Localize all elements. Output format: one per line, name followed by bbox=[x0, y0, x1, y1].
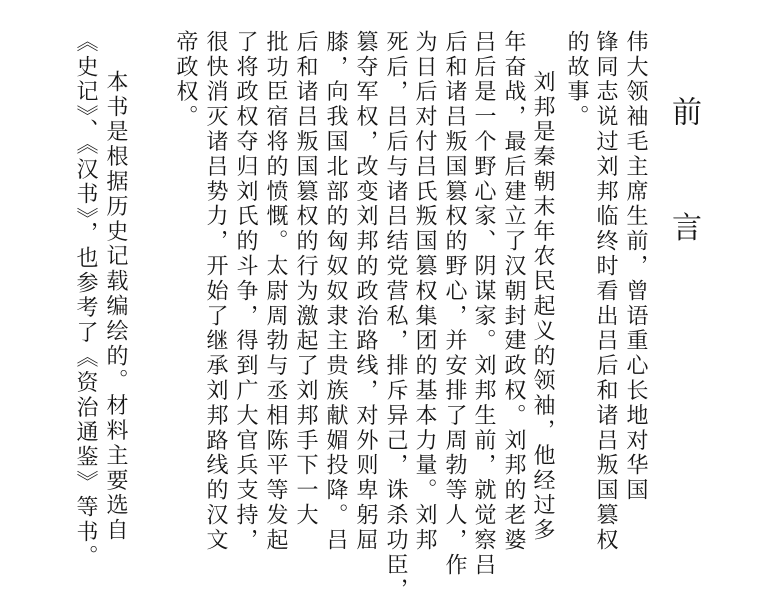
text-column-8: 为日后对付吕氏叛国篡权集团的基本力量。刘邦 bbox=[412, 30, 437, 553]
page-title: 前 言 bbox=[666, 96, 701, 280]
text-column-13: 批功臣宿将的愤慨。太尉周勃与丞相陈平等发起 bbox=[263, 30, 288, 553]
text-column-1: 伟大领袖毛主席生前，曾语重心长地对华国 bbox=[623, 30, 648, 504]
text-column-15: 很快消灭诸吕势力，开始了继承刘邦路线的汉文 bbox=[203, 30, 228, 553]
text-column-12: 后和诸吕叛国篡权的行为激起了刘邦手下一大 bbox=[293, 30, 318, 528]
text-column-11: 膝，向我国北部的匈奴奴隶主贵族献媚投降。吕 bbox=[323, 30, 348, 553]
text-column-14: 了将政权夺归刘氏的斗争，得到广大官兵支持， bbox=[233, 30, 258, 553]
text-column-18: 《史记》、《汉书》，也参考了《资治通鉴》等书。 bbox=[73, 30, 98, 570]
text-column-2: 锋同志说过刘邦临终时看出吕后和诸吕叛国篡权 bbox=[593, 30, 618, 553]
text-column-9: 死后，吕后与诸吕结党营私，排斥异己，诛杀功臣， bbox=[383, 30, 408, 603]
text-column-16: 帝政权。 bbox=[173, 30, 198, 130]
text-column-4: 刘邦是秦朝末年农民起义的领袖，他经过多 bbox=[530, 70, 555, 544]
text-column-7: 后和诸吕叛国篡权的野心，并安排了周勃等人，作 bbox=[442, 30, 467, 578]
text-column-6: 吕后是一个野心家、阴谋家。刘邦生前，就觉察吕 bbox=[471, 30, 496, 578]
text-column-17: 本书是根据历史记载编绘的。材料主要选自 bbox=[103, 70, 128, 544]
text-column-5: 年奋战，最后建立了汉朝封建政权。刘邦的老婆 bbox=[501, 30, 526, 553]
text-column-10: 篡夺军权，改变刘邦的政治路线，对外则卑躬屈 bbox=[353, 30, 378, 553]
text-column-3: 的故事。 bbox=[564, 30, 589, 130]
